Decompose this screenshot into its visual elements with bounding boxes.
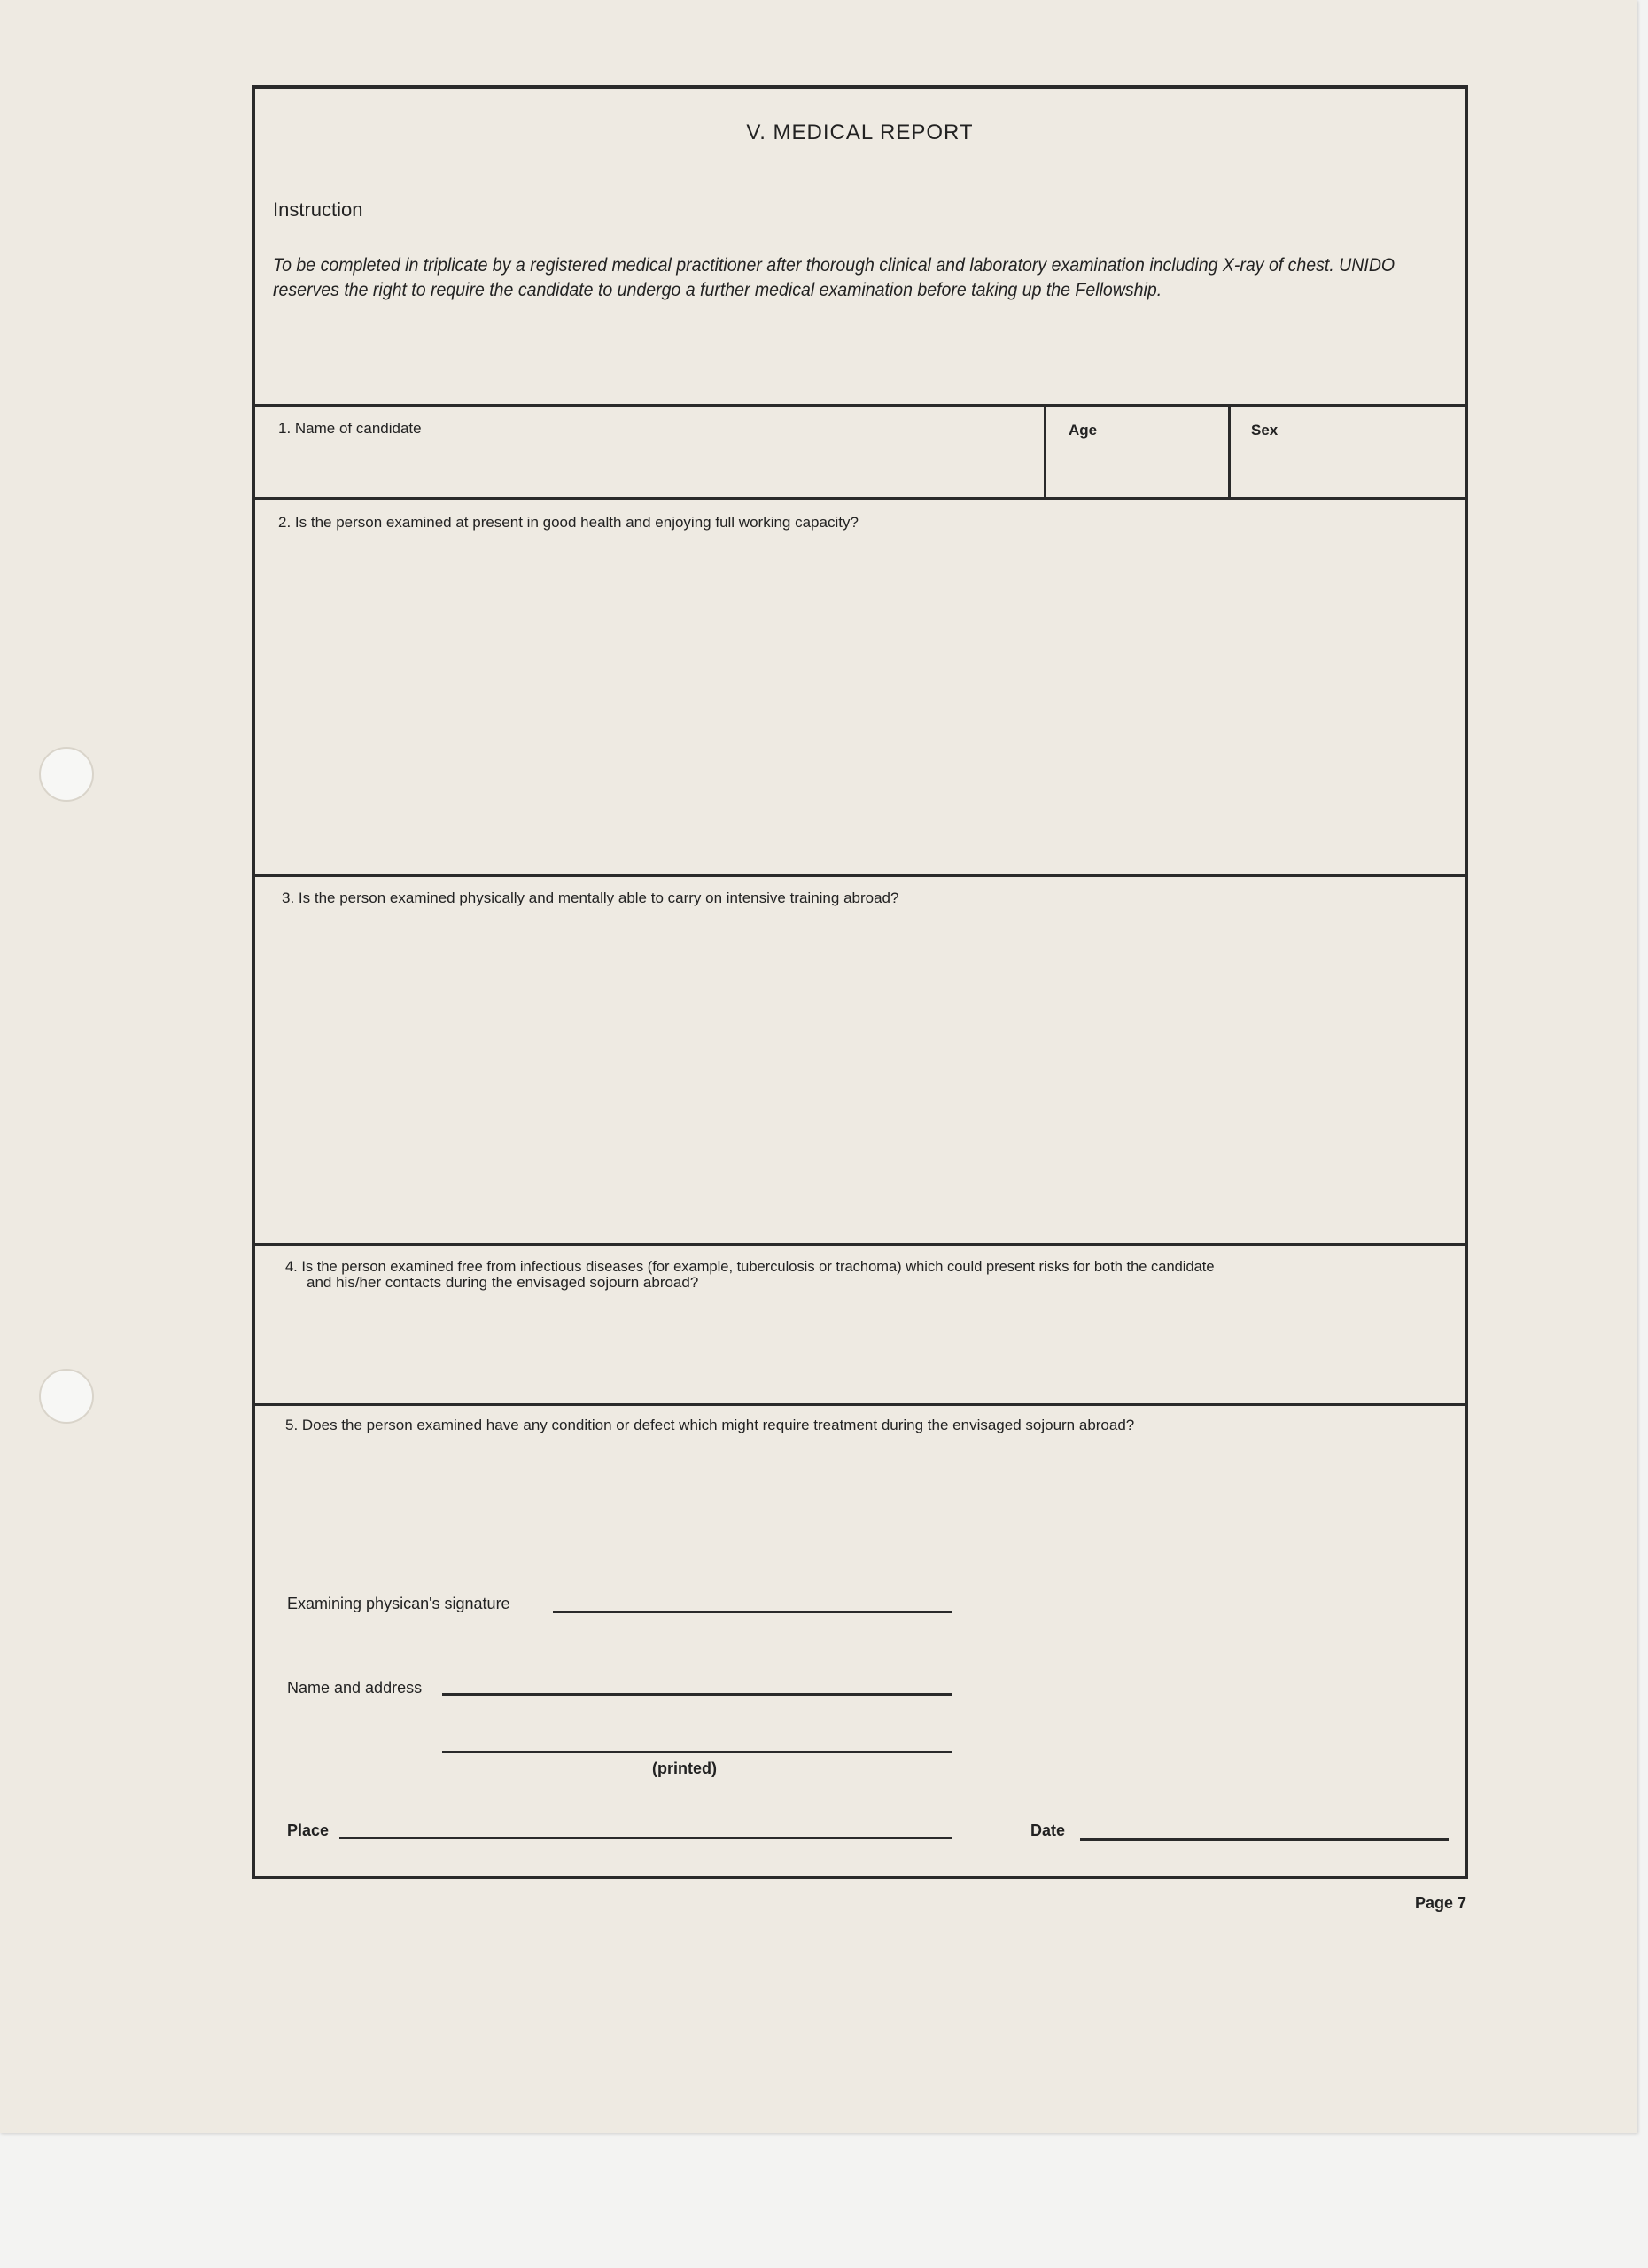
divider (1228, 404, 1231, 497)
page-title: V. MEDICAL REPORT (746, 120, 974, 144)
divider (1044, 404, 1046, 497)
question-4-continued: and his/her contacts during the envisaged sojourn abroad? (307, 1274, 699, 1291)
instruction-text: To be completed in triplicate by a registered medical practitioner after thorough clinical and laboratory examination including X-ray of chest. UNIDO reserves the right to require the candidate to undergo a further medical examination before taking up the Fellowship. (273, 255, 1395, 300)
question-5: 5. Does the person examined have any condition or defect which might require treatment during the envisaged sojourn abroad? (285, 1417, 1135, 1433)
divider (255, 1243, 1465, 1246)
name-and-address-line-2[interactable] (442, 1751, 952, 1753)
name-of-candidate-label: 1. Name of candidate (278, 420, 422, 437)
divider (255, 404, 1465, 407)
printed-label: (printed) (652, 1759, 717, 1777)
sex-label: Sex (1251, 422, 1279, 439)
instruction-label: Instruction (273, 198, 363, 221)
page-number: Page 7 (1415, 1894, 1467, 1912)
physician-signature-line[interactable] (553, 1611, 952, 1613)
date-line[interactable] (1080, 1838, 1449, 1841)
name-and-address-line[interactable] (442, 1693, 952, 1696)
place-label: Place (287, 1821, 330, 1839)
punch-hole (39, 747, 94, 802)
date-label: Date (1030, 1821, 1066, 1839)
punch-hole (39, 1369, 94, 1424)
name-and-address-label: Name and address (287, 1679, 423, 1697)
question-4: 4. Is the person examined free from infectious diseases (for example, tuberculosis or trachoma) which could present risks for both the candidate (285, 1258, 1215, 1275)
question-3: 3. Is the person examined physically and mentally able to carry on intensive training abroad? (282, 889, 899, 906)
divider (255, 874, 1465, 877)
question-2: 2. Is the person examined at present in good health and enjoying full working capacity? (278, 514, 859, 531)
divider (255, 497, 1465, 500)
age-label: Age (1069, 422, 1098, 439)
physician-signature-label: Examining physican's signature (287, 1595, 510, 1612)
place-line[interactable] (339, 1837, 952, 1839)
medical-report-form (252, 85, 1468, 1879)
divider (255, 1403, 1465, 1406)
